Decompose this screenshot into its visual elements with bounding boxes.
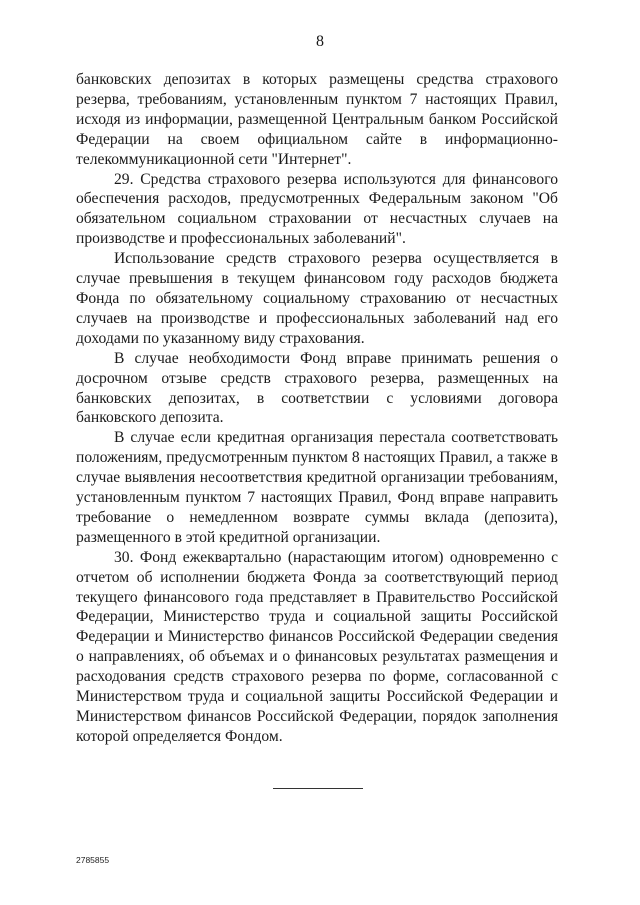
end-separator-line [273, 788, 363, 789]
page-number: 8 [316, 33, 324, 50]
paragraph-item-30: 30. Фонд ежеквартально (нарастающим итогом) одновременно с отчетом об исполнении бюджета Фонда за соответствующий период текущего финансового года представляет в Правительство Российской Федерации, Министерство труда и социальной защиты Российской Федерации и Министерство финансов Российской Федерации сведения о направлениях, об объемах и о финансовых результатах размещения и расходования средств страхового резерва по форме, согласованной с Министерством труда и социальной защиты Российской Федерации и Министерством финансов Российской Федерации, порядок заполнения которой определяется Фондом. [76, 548, 558, 745]
paragraph-early-withdrawal: В случае необходимости Фонд вправе принимать решения о досрочном отзыве средств страхового резерва, размещенных на банковских депозитах, в соответствии с условиями договора банковского депозита. [76, 349, 558, 427]
document-code: 2785855 [76, 855, 110, 865]
paragraph-item-29: 29. Средства страхового резерва используются для финансового обеспечения расходов, предусмотренных Федеральным законом "Об обязательном социальном страховании от несчастных случаев на производстве и профессиональных заболеваний". [76, 170, 558, 248]
paragraph-continuation: банковских депозитах в которых размещены средства страхового резерва, требованиям, установленным пунктом 7 настоящих Правил, исходя из информации, размещенной Центральным банком Российской Федерации на своем официальном сайте в информационно-телекоммуникационной сети "Интернет". [76, 71, 558, 168]
paragraph-credit-organization: В случае если кредитная организация перестала соответствовать положениям, предусмотренным пунктом 8 настоящих Правил, а также в случае выявления несоответствия кредитной организации требованиям, установленным пунктом 7 настоящих Правил, Фонд вправе направить требование о немедленном возврате суммы вклада (депозита), размещенного в этой кредитной организации. [76, 429, 558, 546]
document-body [76, 70, 558, 747]
paragraph-reserve-usage: Использование средств страхового резерва осуществляется в случае превышения в текущем финансовом году расходов бюджета Фонда по обязательному социальному страхованию от несчастных случаев на производстве и профессиональных заболеваний над его доходами по указанному виду страхования. [76, 250, 558, 347]
